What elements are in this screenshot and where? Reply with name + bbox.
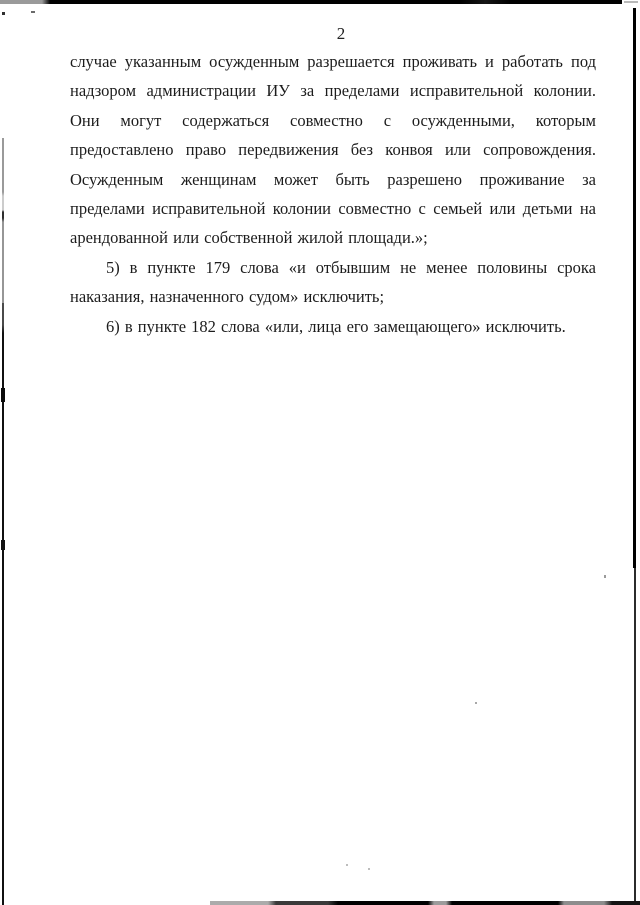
scan-artifact-top-edge-right bbox=[624, 1, 638, 3]
scan-artifact-left-blob bbox=[1, 388, 5, 402]
document-body bbox=[70, 47, 596, 341]
scan-artifact-right-edge-upper bbox=[633, 8, 636, 568]
scan-artifact-right-edge-lower bbox=[634, 568, 636, 905]
scan-artifact-top-edge bbox=[0, 0, 622, 4]
scan-speck bbox=[346, 864, 348, 866]
paragraph-item-6: 6) в пункте 182 слова «или, лица его замещающего» исключить. bbox=[106, 316, 566, 336]
page-number: 2 bbox=[336, 24, 346, 43]
paragraph-item-5: 5) в пункте 179 слова «и отбывшим не менее половины срока наказания, назначенного судом» исключить; bbox=[70, 257, 596, 307]
scan-speck bbox=[368, 868, 370, 870]
scan-artifact-left-edge-upper bbox=[2, 138, 4, 303]
scan-artifact-left-blob bbox=[1, 540, 5, 550]
scan-speck bbox=[2, 12, 5, 15]
scan-speck bbox=[31, 11, 35, 13]
paragraph-continuation: случае указанным осужденным разрешается проживать и работать под надзором администрации ИУ за пределами исправительной колонии. Они могут содержаться совместно с осужденными, которым предоставлено право передвижения без конвоя или сопровождения. Осужденным женщинам может быть разрешено проживание за пределами исправительной колонии совместно с семьей или детьми на арендованной или собственной жилой площади.»; bbox=[70, 52, 596, 248]
scan-speck bbox=[604, 575, 606, 578]
scan-artifact-bottom-edge bbox=[210, 901, 640, 905]
scan-speck bbox=[475, 702, 477, 704]
